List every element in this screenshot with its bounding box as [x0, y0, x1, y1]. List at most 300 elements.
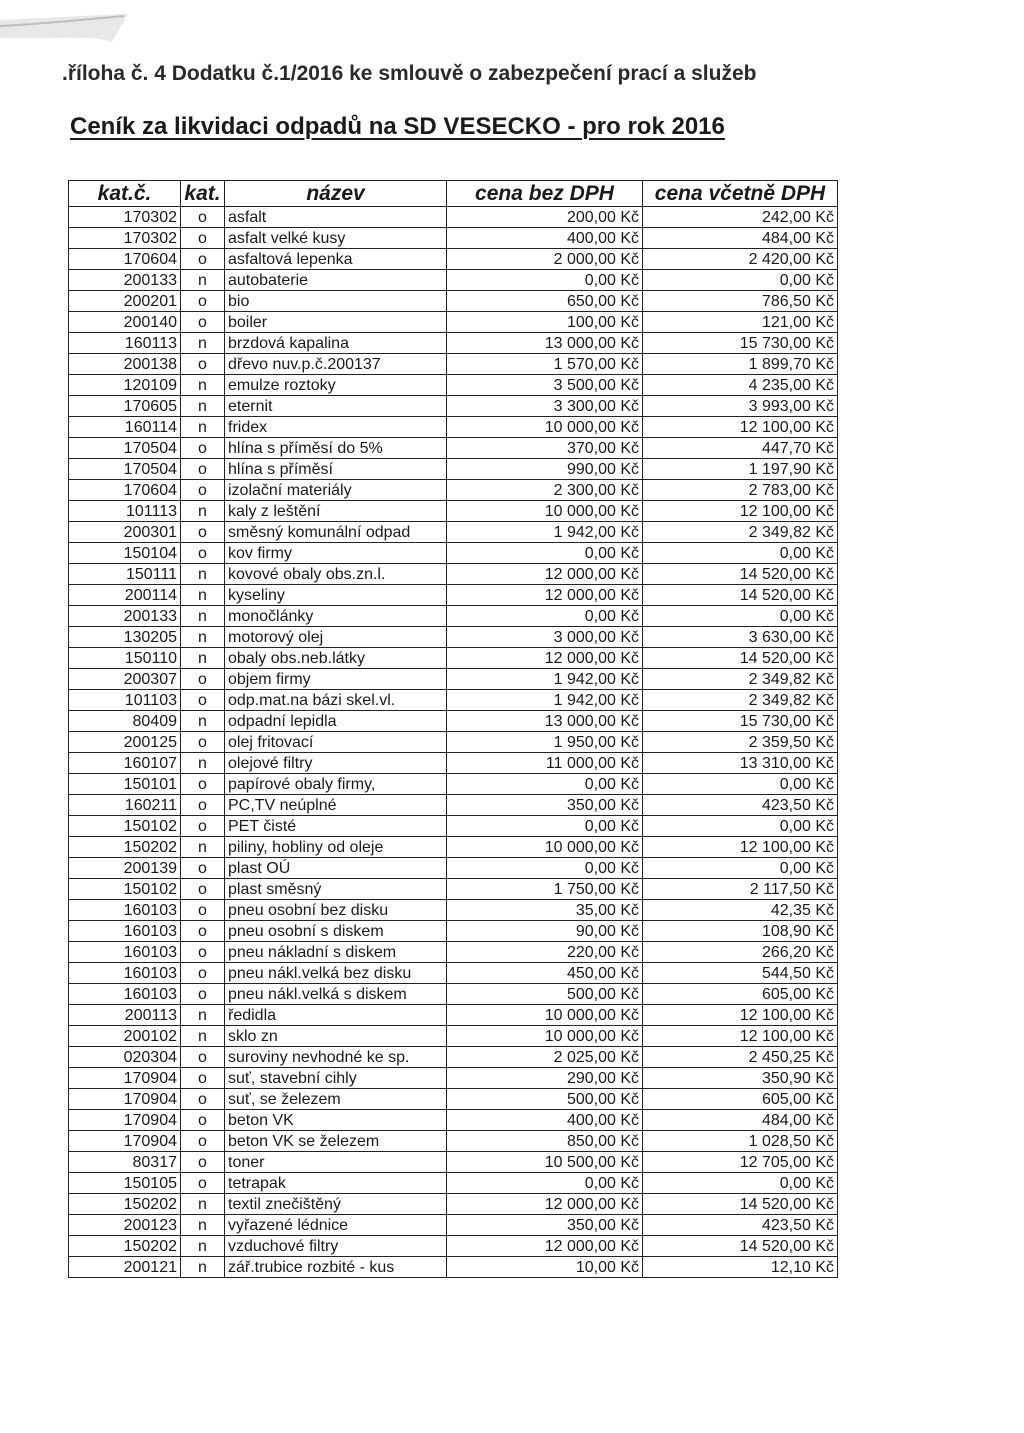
page-title: Ceník za likvidaci odpadů na SD VESECKO - pro rok 2016: [70, 113, 725, 140]
cat-code-cell: 200140: [69, 312, 181, 333]
name-cell: vyřazené lédnice: [225, 1215, 447, 1236]
cat-cell: n: [181, 417, 225, 438]
table-row: [69, 1236, 838, 1257]
name-cell: boiler: [225, 312, 447, 333]
table-row: [69, 858, 838, 879]
cat-cell: o: [181, 816, 225, 837]
price-vat-cell: 2 117,50 Kč: [643, 879, 838, 900]
price-vat-cell: 0,00 Kč: [643, 774, 838, 795]
price-cell: 10 000,00 Kč: [447, 1026, 643, 1047]
price-vat-cell: 12 100,00 Kč: [643, 837, 838, 858]
table-row: [69, 1068, 838, 1089]
cat-code-cell: 160103: [69, 984, 181, 1005]
price-vat-cell: 12 100,00 Kč: [643, 417, 838, 438]
name-cell: beton VK se železem: [225, 1131, 447, 1152]
cat-code-cell: 150202: [69, 1236, 181, 1257]
table-row: [69, 249, 838, 270]
table-row: [69, 501, 838, 522]
name-cell: odpadní lepidla: [225, 711, 447, 732]
price-cell: 500,00 Kč: [447, 984, 643, 1005]
scan-artifact: [0, 0, 130, 50]
table-row: [69, 1173, 838, 1194]
cat-code-cell: 200301: [69, 522, 181, 543]
name-cell: kyseliny: [225, 585, 447, 606]
price-cell: 10 000,00 Kč: [447, 417, 643, 438]
price-vat-cell: 12 100,00 Kč: [643, 501, 838, 522]
cat-cell: o: [181, 879, 225, 900]
cat-cell: n: [181, 396, 225, 417]
cat-cell: o: [181, 291, 225, 312]
name-cell: plast OÚ: [225, 858, 447, 879]
cat-cell: o: [181, 228, 225, 249]
price-vat-cell: 121,00 Kč: [643, 312, 838, 333]
cat-code-cell: 170504: [69, 459, 181, 480]
price-vat-cell: 1 028,50 Kč: [643, 1131, 838, 1152]
price-vat-cell: 0,00 Kč: [643, 543, 838, 564]
price-cell: 0,00 Kč: [447, 774, 643, 795]
name-cell: kaly z leštění: [225, 501, 447, 522]
cat-code-cell: 160107: [69, 753, 181, 774]
price-cell: 12 000,00 Kč: [447, 564, 643, 585]
price-vat-cell: 2 349,82 Kč: [643, 669, 838, 690]
price-vat-cell: 15 730,00 Kč: [643, 711, 838, 732]
name-cell: kovové obaly obs.zn.l.: [225, 564, 447, 585]
price-cell: 2 025,00 Kč: [447, 1047, 643, 1068]
cat-cell: n: [181, 501, 225, 522]
table-row: [69, 732, 838, 753]
cat-code-cell: 150104: [69, 543, 181, 564]
price-vat-cell: 2 359,50 Kč: [643, 732, 838, 753]
price-cell: 12 000,00 Kč: [447, 1236, 643, 1257]
cat-code-cell: 150102: [69, 879, 181, 900]
price-cell: 13 000,00 Kč: [447, 711, 643, 732]
cat-code-cell: 150110: [69, 648, 181, 669]
name-cell: piliny, hobliny od oleje: [225, 837, 447, 858]
cat-cell: o: [181, 900, 225, 921]
cat-code-cell: 200114: [69, 585, 181, 606]
price-cell: 2 300,00 Kč: [447, 480, 643, 501]
table-row: [69, 963, 838, 984]
table-row: [69, 270, 838, 291]
cat-cell: o: [181, 354, 225, 375]
price-vat-cell: 12 100,00 Kč: [643, 1026, 838, 1047]
cat-code-cell: 150102: [69, 816, 181, 837]
cat-code-cell: 200133: [69, 270, 181, 291]
price-vat-cell: 2 450,25 Kč: [643, 1047, 838, 1068]
price-vat-cell: 0,00 Kč: [643, 1173, 838, 1194]
price-vat-cell: 14 520,00 Kč: [643, 1236, 838, 1257]
price-vat-cell: 3 993,00 Kč: [643, 396, 838, 417]
cat-code-cell: 170904: [69, 1089, 181, 1110]
table-row: [69, 1026, 838, 1047]
table-row: [69, 291, 838, 312]
name-cell: kov firmy: [225, 543, 447, 564]
price-vat-cell: 242,00 Kč: [643, 207, 838, 228]
table-body: [69, 207, 838, 1278]
price-cell: 0,00 Kč: [447, 606, 643, 627]
name-cell: toner: [225, 1152, 447, 1173]
cat-cell: o: [181, 438, 225, 459]
price-cell: 200,00 Kč: [447, 207, 643, 228]
price-cell: 220,00 Kč: [447, 942, 643, 963]
cat-cell: o: [181, 963, 225, 984]
table-row: [69, 921, 838, 942]
price-cell: 290,00 Kč: [447, 1068, 643, 1089]
table-row: [69, 1215, 838, 1236]
table-row: [69, 711, 838, 732]
price-cell: 2 000,00 Kč: [447, 249, 643, 270]
price-cell: 35,00 Kč: [447, 900, 643, 921]
price-vat-cell: 14 520,00 Kč: [643, 585, 838, 606]
cat-code-cell: 80317: [69, 1152, 181, 1173]
table-row: [69, 459, 838, 480]
price-vat-cell: 350,90 Kč: [643, 1068, 838, 1089]
cat-code-cell: 200102: [69, 1026, 181, 1047]
cat-cell: o: [181, 1110, 225, 1131]
cat-code-cell: 101103: [69, 690, 181, 711]
cat-cell: o: [181, 459, 225, 480]
table-row: [69, 1089, 838, 1110]
table-row: [69, 1257, 838, 1278]
name-cell: odp.mat.na bázi skel.vl.: [225, 690, 447, 711]
name-cell: suť, stavební cihly: [225, 1068, 447, 1089]
name-cell: objem firmy: [225, 669, 447, 690]
table-row: [69, 480, 838, 501]
name-cell: hlína s příměsí: [225, 459, 447, 480]
header-cat: kat.: [181, 181, 225, 207]
price-table: [68, 180, 838, 1278]
price-cell: 0,00 Kč: [447, 816, 643, 837]
cat-cell: o: [181, 543, 225, 564]
price-cell: 1 942,00 Kč: [447, 690, 643, 711]
price-vat-cell: 13 310,00 Kč: [643, 753, 838, 774]
price-vat-cell: 12,10 Kč: [643, 1257, 838, 1278]
name-cell: izolační materiály: [225, 480, 447, 501]
name-cell: papírové obaly firmy,: [225, 774, 447, 795]
cat-code-cell: 170604: [69, 480, 181, 501]
cat-code-cell: 170504: [69, 438, 181, 459]
name-cell: bio: [225, 291, 447, 312]
cat-cell: n: [181, 1005, 225, 1026]
price-cell: 0,00 Kč: [447, 543, 643, 564]
cat-code-cell: 200123: [69, 1215, 181, 1236]
name-cell: asfalt: [225, 207, 447, 228]
cat-code-cell: 200201: [69, 291, 181, 312]
cat-code-cell: 170605: [69, 396, 181, 417]
price-vat-cell: 423,50 Kč: [643, 1215, 838, 1236]
name-cell: PET čisté: [225, 816, 447, 837]
cat-cell: n: [181, 333, 225, 354]
cat-cell: o: [181, 1047, 225, 1068]
cat-code-cell: 150202: [69, 837, 181, 858]
header-price-vat: cena včetně DPH: [643, 181, 838, 207]
cat-cell: n: [181, 711, 225, 732]
price-cell: 370,00 Kč: [447, 438, 643, 459]
price-cell: 10,00 Kč: [447, 1257, 643, 1278]
table-row: [69, 795, 838, 816]
table-row: [69, 333, 838, 354]
price-vat-cell: 14 520,00 Kč: [643, 564, 838, 585]
table-row: [69, 522, 838, 543]
table-row: [69, 942, 838, 963]
price-vat-cell: 1 197,90 Kč: [643, 459, 838, 480]
price-cell: 90,00 Kč: [447, 921, 643, 942]
cat-cell: o: [181, 774, 225, 795]
name-cell: hlína s příměsí do 5%: [225, 438, 447, 459]
price-cell: 100,00 Kč: [447, 312, 643, 333]
table-row: [69, 354, 838, 375]
name-cell: textil znečištěný: [225, 1194, 447, 1215]
table-row: [69, 837, 838, 858]
name-cell: pneu osobní s diskem: [225, 921, 447, 942]
cat-cell: o: [181, 312, 225, 333]
table-row: [69, 816, 838, 837]
cat-cell: o: [181, 1131, 225, 1152]
price-cell: 10 000,00 Kč: [447, 501, 643, 522]
price-cell: 450,00 Kč: [447, 963, 643, 984]
price-vat-cell: 266,20 Kč: [643, 942, 838, 963]
price-vat-cell: 0,00 Kč: [643, 816, 838, 837]
table-row: [69, 564, 838, 585]
price-cell: 10 500,00 Kč: [447, 1152, 643, 1173]
cat-code-cell: 160103: [69, 963, 181, 984]
name-cell: pneu nákl.velká bez disku: [225, 963, 447, 984]
table-row: [69, 417, 838, 438]
name-cell: emulze roztoky: [225, 375, 447, 396]
price-cell: 500,00 Kč: [447, 1089, 643, 1110]
name-cell: sklo zn: [225, 1026, 447, 1047]
cat-code-cell: 150105: [69, 1173, 181, 1194]
price-vat-cell: 3 630,00 Kč: [643, 627, 838, 648]
table-row: [69, 207, 838, 228]
table-header-row: [69, 181, 838, 207]
cat-cell: n: [181, 375, 225, 396]
price-vat-cell: 12 100,00 Kč: [643, 1005, 838, 1026]
cat-cell: n: [181, 270, 225, 291]
cat-cell: o: [181, 1089, 225, 1110]
cat-code-cell: 200139: [69, 858, 181, 879]
price-cell: 1 750,00 Kč: [447, 879, 643, 900]
name-cell: eternit: [225, 396, 447, 417]
price-vat-cell: 15 730,00 Kč: [643, 333, 838, 354]
price-cell: 850,00 Kč: [447, 1131, 643, 1152]
name-cell: suť, se železem: [225, 1089, 447, 1110]
price-cell: 10 000,00 Kč: [447, 1005, 643, 1026]
price-vat-cell: 14 520,00 Kč: [643, 648, 838, 669]
name-cell: olej fritovací: [225, 732, 447, 753]
price-cell: 1 950,00 Kč: [447, 732, 643, 753]
price-cell: 350,00 Kč: [447, 1215, 643, 1236]
price-cell: 350,00 Kč: [447, 795, 643, 816]
cat-cell: o: [181, 669, 225, 690]
cat-cell: o: [181, 858, 225, 879]
cat-cell: o: [181, 795, 225, 816]
cat-code-cell: 200133: [69, 606, 181, 627]
price-cell: 400,00 Kč: [447, 1110, 643, 1131]
table-row: [69, 879, 838, 900]
table-row: [69, 1194, 838, 1215]
cat-cell: n: [181, 753, 225, 774]
price-vat-cell: 605,00 Kč: [643, 984, 838, 1005]
table-row: [69, 1047, 838, 1068]
cat-code-cell: 130205: [69, 627, 181, 648]
table-row: [69, 312, 838, 333]
price-cell: 10 000,00 Kč: [447, 837, 643, 858]
price-cell: 11 000,00 Kč: [447, 753, 643, 774]
header-name: název: [225, 181, 447, 207]
name-cell: pneu osobní bez disku: [225, 900, 447, 921]
table-row: [69, 375, 838, 396]
cat-cell: n: [181, 564, 225, 585]
price-cell: 12 000,00 Kč: [447, 585, 643, 606]
name-cell: směsný komunální odpad: [225, 522, 447, 543]
price-cell: 0,00 Kč: [447, 1173, 643, 1194]
table-row: [69, 753, 838, 774]
cat-cell: o: [181, 207, 225, 228]
cat-cell: o: [181, 984, 225, 1005]
price-vat-cell: 2 349,82 Kč: [643, 522, 838, 543]
cat-code-cell: 170604: [69, 249, 181, 270]
price-vat-cell: 12 705,00 Kč: [643, 1152, 838, 1173]
price-vat-cell: 0,00 Kč: [643, 606, 838, 627]
price-vat-cell: 484,00 Kč: [643, 228, 838, 249]
table-row: [69, 669, 838, 690]
table-row: [69, 438, 838, 459]
name-cell: beton VK: [225, 1110, 447, 1131]
cat-cell: o: [181, 480, 225, 501]
table-row: [69, 774, 838, 795]
cat-code-cell: 80409: [69, 711, 181, 732]
cat-cell: n: [181, 837, 225, 858]
name-cell: pneu nákladní s diskem: [225, 942, 447, 963]
name-cell: asfaltová lepenka: [225, 249, 447, 270]
price-cell: 1 570,00 Kč: [447, 354, 643, 375]
cat-cell: o: [181, 1068, 225, 1089]
cat-code-cell: 150101: [69, 774, 181, 795]
price-vat-cell: 108,90 Kč: [643, 921, 838, 942]
cat-code-cell: 150111: [69, 564, 181, 585]
price-cell: 0,00 Kč: [447, 270, 643, 291]
table-row: [69, 1110, 838, 1131]
header-cat-code: kat.č.: [69, 181, 181, 207]
price-cell: 0,00 Kč: [447, 858, 643, 879]
table-row: [69, 1131, 838, 1152]
cat-cell: n: [181, 585, 225, 606]
cat-code-cell: 150202: [69, 1194, 181, 1215]
cat-code-cell: 200138: [69, 354, 181, 375]
name-cell: tetrapak: [225, 1173, 447, 1194]
attachment-line: .říloha č. 4 Dodatku č.1/2016 ke smlouvě o zabezpečení prací a služeb: [62, 62, 757, 85]
table-row: [69, 984, 838, 1005]
cat-cell: n: [181, 1257, 225, 1278]
name-cell: motorový olej: [225, 627, 447, 648]
price-vat-cell: 605,00 Kč: [643, 1089, 838, 1110]
name-cell: dřevo nuv.p.č.200137: [225, 354, 447, 375]
name-cell: olejové filtry: [225, 753, 447, 774]
table-row: [69, 1005, 838, 1026]
price-vat-cell: 423,50 Kč: [643, 795, 838, 816]
name-cell: fridex: [225, 417, 447, 438]
header-price: cena bez DPH: [447, 181, 643, 207]
cat-cell: n: [181, 606, 225, 627]
cat-code-cell: 170904: [69, 1110, 181, 1131]
name-cell: obaly obs.neb.látky: [225, 648, 447, 669]
name-cell: autobaterie: [225, 270, 447, 291]
cat-cell: o: [181, 690, 225, 711]
cat-cell: n: [181, 1236, 225, 1257]
cat-cell: n: [181, 1026, 225, 1047]
price-cell: 1 942,00 Kč: [447, 522, 643, 543]
cat-cell: o: [181, 1152, 225, 1173]
cat-cell: o: [181, 921, 225, 942]
cat-code-cell: 200125: [69, 732, 181, 753]
cat-code-cell: 020304: [69, 1047, 181, 1068]
name-cell: zář.trubice rozbité - kus: [225, 1257, 447, 1278]
cat-cell: o: [181, 249, 225, 270]
price-cell: 3 000,00 Kč: [447, 627, 643, 648]
price-vat-cell: 786,50 Kč: [643, 291, 838, 312]
table-row: [69, 543, 838, 564]
cat-code-cell: 170904: [69, 1068, 181, 1089]
table-row: [69, 606, 838, 627]
cat-code-cell: 200307: [69, 669, 181, 690]
price-cell: 3 500,00 Kč: [447, 375, 643, 396]
cat-code-cell: 120109: [69, 375, 181, 396]
price-cell: 1 942,00 Kč: [447, 669, 643, 690]
price-vat-cell: 0,00 Kč: [643, 858, 838, 879]
table-row: [69, 396, 838, 417]
cat-code-cell: 170302: [69, 228, 181, 249]
table-row: [69, 627, 838, 648]
name-cell: ředidla: [225, 1005, 447, 1026]
price-vat-cell: 484,00 Kč: [643, 1110, 838, 1131]
cat-code-cell: 170302: [69, 207, 181, 228]
cat-code-cell: 160103: [69, 942, 181, 963]
cat-cell: n: [181, 1215, 225, 1236]
name-cell: pneu nákl.velká s diskem: [225, 984, 447, 1005]
price-vat-cell: 0,00 Kč: [643, 270, 838, 291]
price-vat-cell: 447,70 Kč: [643, 438, 838, 459]
table-row: [69, 900, 838, 921]
table-row: [69, 690, 838, 711]
table-row: [69, 228, 838, 249]
name-cell: monočlánky: [225, 606, 447, 627]
cat-code-cell: 160103: [69, 900, 181, 921]
price-vat-cell: 2 783,00 Kč: [643, 480, 838, 501]
name-cell: suroviny nevhodné ke sp.: [225, 1047, 447, 1068]
cat-cell: n: [181, 648, 225, 669]
price-vat-cell: 42,35 Kč: [643, 900, 838, 921]
price-cell: 3 300,00 Kč: [447, 396, 643, 417]
price-cell: 650,00 Kč: [447, 291, 643, 312]
cat-code-cell: 101113: [69, 501, 181, 522]
table-row: [69, 648, 838, 669]
price-cell: 400,00 Kč: [447, 228, 643, 249]
cat-code-cell: 200113: [69, 1005, 181, 1026]
price-cell: 990,00 Kč: [447, 459, 643, 480]
price-cell: 13 000,00 Kč: [447, 333, 643, 354]
cat-cell: o: [181, 522, 225, 543]
price-vat-cell: 1 899,70 Kč: [643, 354, 838, 375]
price-vat-cell: 2 349,82 Kč: [643, 690, 838, 711]
cat-code-cell: 170904: [69, 1131, 181, 1152]
table-row: [69, 1152, 838, 1173]
cat-cell: n: [181, 627, 225, 648]
cat-code-cell: 160211: [69, 795, 181, 816]
name-cell: plast směsný: [225, 879, 447, 900]
cat-cell: n: [181, 1194, 225, 1215]
table-row: [69, 585, 838, 606]
